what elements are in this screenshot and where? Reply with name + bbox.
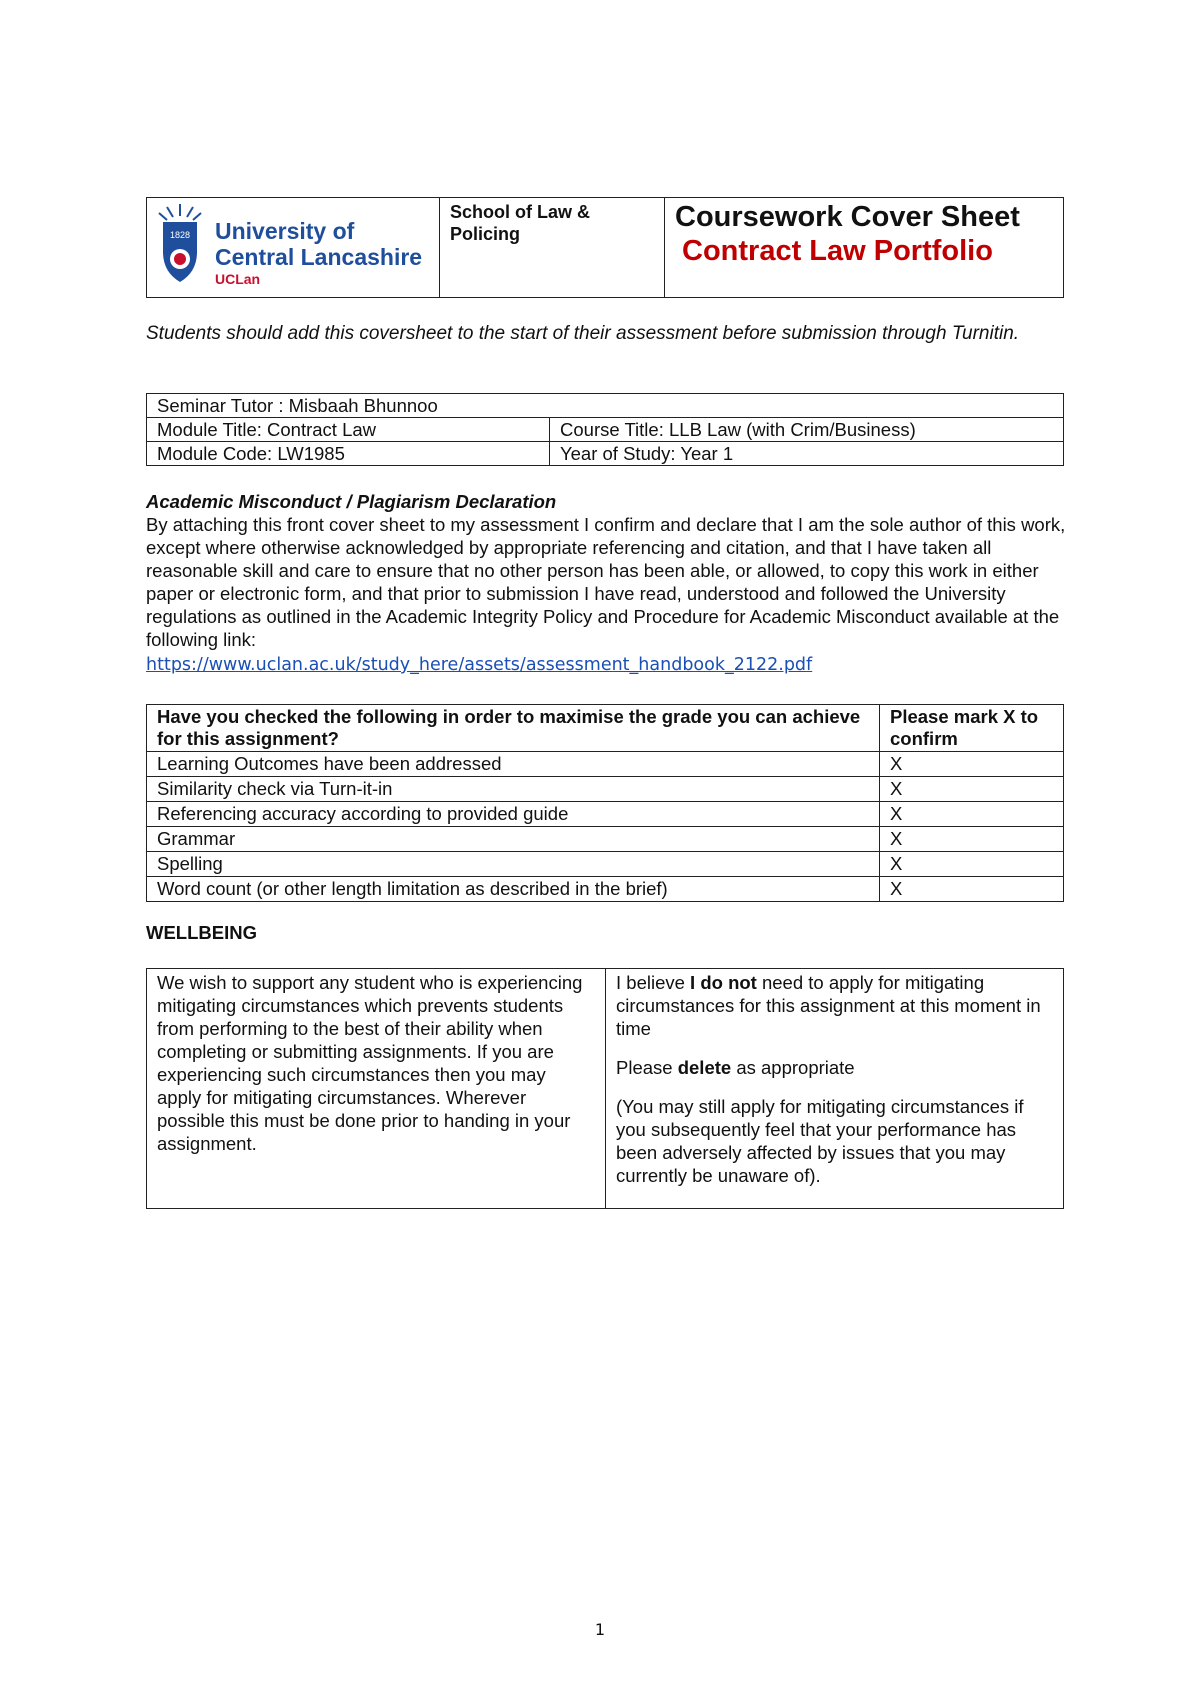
table-row [147, 852, 1064, 877]
checklist-item: Referencing accuracy according to provided guide [147, 802, 880, 827]
university-logo [157, 202, 427, 292]
checklist-table [146, 704, 1064, 902]
title-cell [665, 198, 1064, 298]
checklist-mark[interactable]: X [880, 852, 1064, 877]
table-row [147, 752, 1064, 777]
intro-instruction: Students should add this coversheet to the start of their assessment before submission through Turnitin. [146, 323, 1020, 344]
wellbeing-table [146, 968, 1064, 1209]
checklist-question-header: Have you checked the following in order to maximise the grade you can achieve for this assignment? [147, 705, 880, 752]
checklist-mark[interactable]: X [880, 827, 1064, 852]
checklist-item: Similarity check via Turn-it-in [147, 777, 880, 802]
header-table [146, 197, 1064, 298]
svg-text:University of: University of [215, 218, 355, 244]
course-title: Course Title: LLB Law (with Crim/Business) [550, 418, 1064, 442]
module-code: Module Code: LW1985 [147, 442, 550, 466]
wellbeing-support-text: We wish to support any student who is experiencing mitigating circumstances which prevents students from performing to the best of their ability when completing or submitting assignments. If you are experiencing such circumstances then you may apply for mitigating circumstances. Wherever possible this must be done prior to handing in your assignment. [147, 969, 606, 1209]
seminar-tutor: Seminar Tutor : Misbaah Bhunnoo [147, 394, 1064, 418]
checklist-mark-header: Please mark X to confirm [880, 705, 1064, 752]
declaration-body: By attaching this front cover sheet to my assessment I confirm and declare that I am the sole author of this work, except where otherwise acknowledged by appropriate referencing and citation, and that I have taken all reasonable skill and care to ensure that no other person has been able, or allowed, to copy this work in either paper or electronic form, and that prior to submission I have read, understood and followed the University regulations as outlined in the Academic Integrity Policy and Procedure for Academic Misconduct available at the following link: [146, 514, 1066, 650]
mitigating-statement: I believe I do not need to apply for mitigating circumstances for this assignment at this moment in time [616, 972, 1041, 1039]
mitigating-note: (You may still apply for mitigating circumstances if you subsequently feel that your performance has been adversely affected by issues that you may currently be unaware of). [616, 1096, 1024, 1186]
checklist-item: Spelling [147, 852, 880, 877]
checklist-item: Grammar [147, 827, 880, 852]
delete-instruction: Please delete as appropriate [616, 1057, 855, 1078]
wellbeing-declaration[interactable] [606, 969, 1064, 1209]
logo-cell [147, 198, 440, 298]
checklist-mark[interactable]: X [880, 802, 1064, 827]
assessment-handbook-link[interactable]: https://www.uclan.ac.uk/study_here/assets/assessment_handbook_2122.pdf [146, 655, 813, 675]
page-title: Coursework Cover Sheet [675, 201, 1020, 233]
table-row [147, 877, 1064, 902]
table-row [147, 827, 1064, 852]
page-number: 1 [594, 1620, 606, 1639]
checklist-mark[interactable]: X [880, 752, 1064, 777]
svg-text:1828: 1828 [169, 230, 191, 240]
declaration-section [146, 490, 1066, 677]
module-title: Module Title: Contract Law [147, 418, 550, 442]
sunburst-icon [159, 204, 201, 220]
checklist-item: Learning Outcomes have been addressed [147, 752, 880, 777]
svg-text:Central Lancashire: Central Lancashire [215, 244, 423, 270]
module-info-table [146, 393, 1064, 466]
wellbeing-heading: WELLBEING [146, 922, 257, 943]
declaration-title: Academic Misconduct / Plagiarism Declaration [146, 491, 557, 512]
svg-text:UCLan: UCLan [215, 271, 261, 287]
table-row [147, 777, 1064, 802]
table-row [147, 802, 1064, 827]
school-name: School of Law & Policing [440, 198, 665, 298]
year-of-study: Year of Study: Year 1 [550, 442, 1064, 466]
checklist-mark[interactable]: X [880, 877, 1064, 902]
checklist-mark[interactable]: X [880, 777, 1064, 802]
checklist-item: Word count (or other length limitation as described in the brief) [147, 877, 880, 902]
page-subtitle: Contract Law Portfolio [682, 235, 993, 267]
